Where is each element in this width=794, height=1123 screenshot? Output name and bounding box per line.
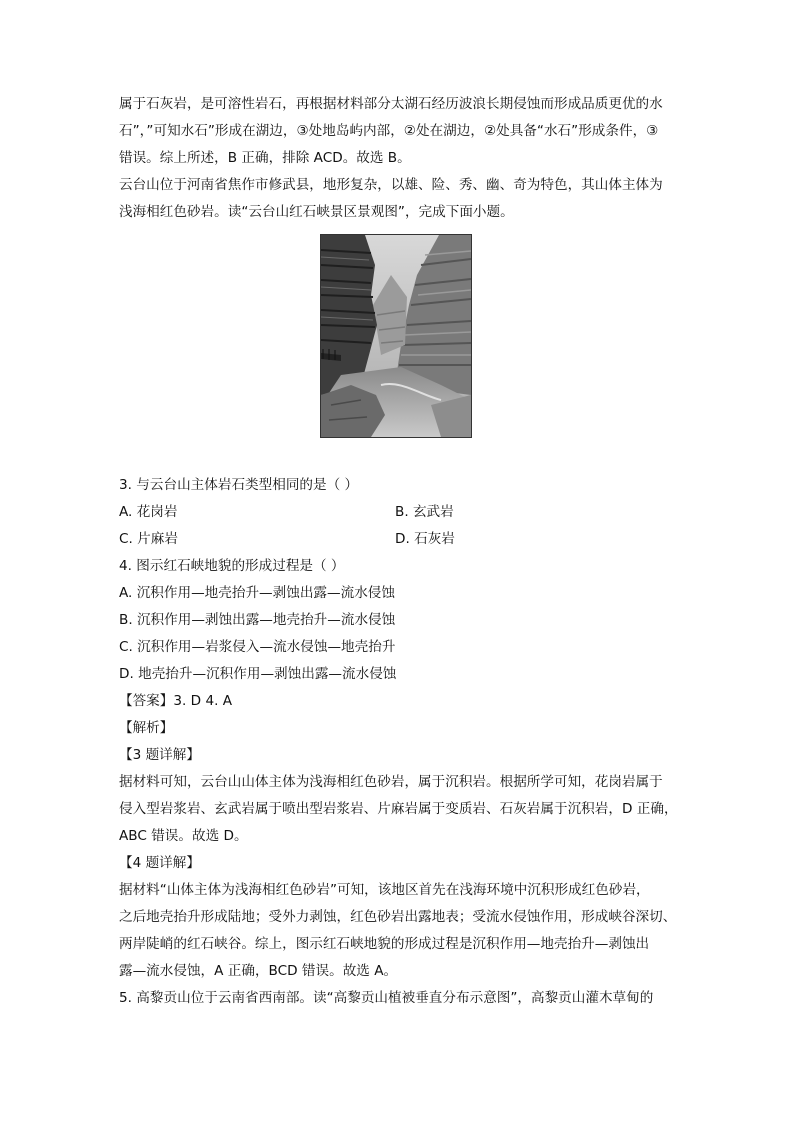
question-4-stem: 4. 图示红石峡地貌的形成过程是（ ） [119, 558, 345, 574]
passage-line: 石”，”可知水石”形成在湖边，③处地岛屿内部，②处在湖边，②处具备“水石”形成条件，③ [119, 123, 659, 139]
passage-line: 错误。综上所述，B 正确，排除 ACD。故选 B。 [119, 150, 411, 166]
question-3-stem: 3. 与云台山主体岩石类型相同的是（ ） [119, 477, 359, 493]
analysis-label: 【解析】 [119, 720, 174, 736]
canyon-illustration [321, 235, 471, 437]
question-5-start: 5. 高黎贡山位于云南省西南部。读“高黎贡山植被垂直分布示意图”，高黎贡山灌木草甸的 [119, 990, 654, 1006]
q4-detail-line: 两岸陡峭的红石峡谷。综上，图示红石峡地貌的形成过程是沉积作用—地壳抬升—剥蚀出 [119, 936, 650, 952]
answer-line: 【答案】3. D 4. A [119, 693, 233, 709]
q4-option-c[interactable]: C. 沉积作用—岩浆侵入—流水侵蚀—地壳抬升 [119, 639, 396, 655]
q3-detail-line: 侵入型岩浆岩、玄武岩属于喷出型岩浆岩、片麻岩属于变质岩、石灰岩属于沉积岩，D 正确， [119, 801, 678, 817]
q4-detail-line: 露—流水侵蚀，A 正确，BCD 错误。故选 A。 [119, 963, 398, 979]
q3-option-a[interactable]: A. 花岗岩 [119, 504, 178, 520]
canyon-landscape-photo [320, 234, 472, 438]
passage-line: 浅海相红色砂岩。读“云台山红石峡景区景观图”，完成下面小题。 [119, 204, 514, 220]
q4-option-d[interactable]: D. 地壳抬升—沉积作用—剥蚀出露—流水侵蚀 [119, 666, 397, 682]
q3-detail-line: ABC 错误。故选 D。 [119, 828, 248, 844]
q4-option-b[interactable]: B. 沉积作用—剥蚀出露—地壳抬升—流水侵蚀 [119, 612, 396, 628]
q3-detail-label: 【3 题详解】 [119, 747, 200, 763]
q3-option-c[interactable]: C. 片麻岩 [119, 531, 178, 547]
q4-detail-label: 【4 题详解】 [119, 855, 200, 871]
q3-detail-line: 据材料可知，云台山山体主体为浅海相红色砂岩，属于沉积岩。根据所学可知，花岗岩属于 [119, 774, 663, 790]
q4-detail-line: 据材料“山体主体为浅海相红色砂岩”可知，该地区首先在浅海环境中沉积形成红色砂岩， [119, 882, 650, 898]
passage-line: 属于石灰岩，是可溶性岩石，再根据材料部分太湖石经历波浪长期侵蚀而形成品质更优的水 [119, 96, 663, 112]
q4-option-a[interactable]: A. 沉积作用—地壳抬升—剥蚀出露—流水侵蚀 [119, 585, 395, 601]
passage-line: 云台山位于河南省焦作市修武县，地形复杂，以雄、险、秀、幽、奇为特色，其山体主体为 [119, 177, 663, 193]
q3-option-b[interactable]: B. 玄武岩 [395, 504, 454, 520]
q3-option-d[interactable]: D. 石灰岩 [395, 531, 455, 547]
q4-detail-line: 之后地壳抬升形成陆地；受外力剥蚀，红色砂岩出露地表；受流水侵蚀作用，形成峡谷深切、 [119, 909, 677, 925]
